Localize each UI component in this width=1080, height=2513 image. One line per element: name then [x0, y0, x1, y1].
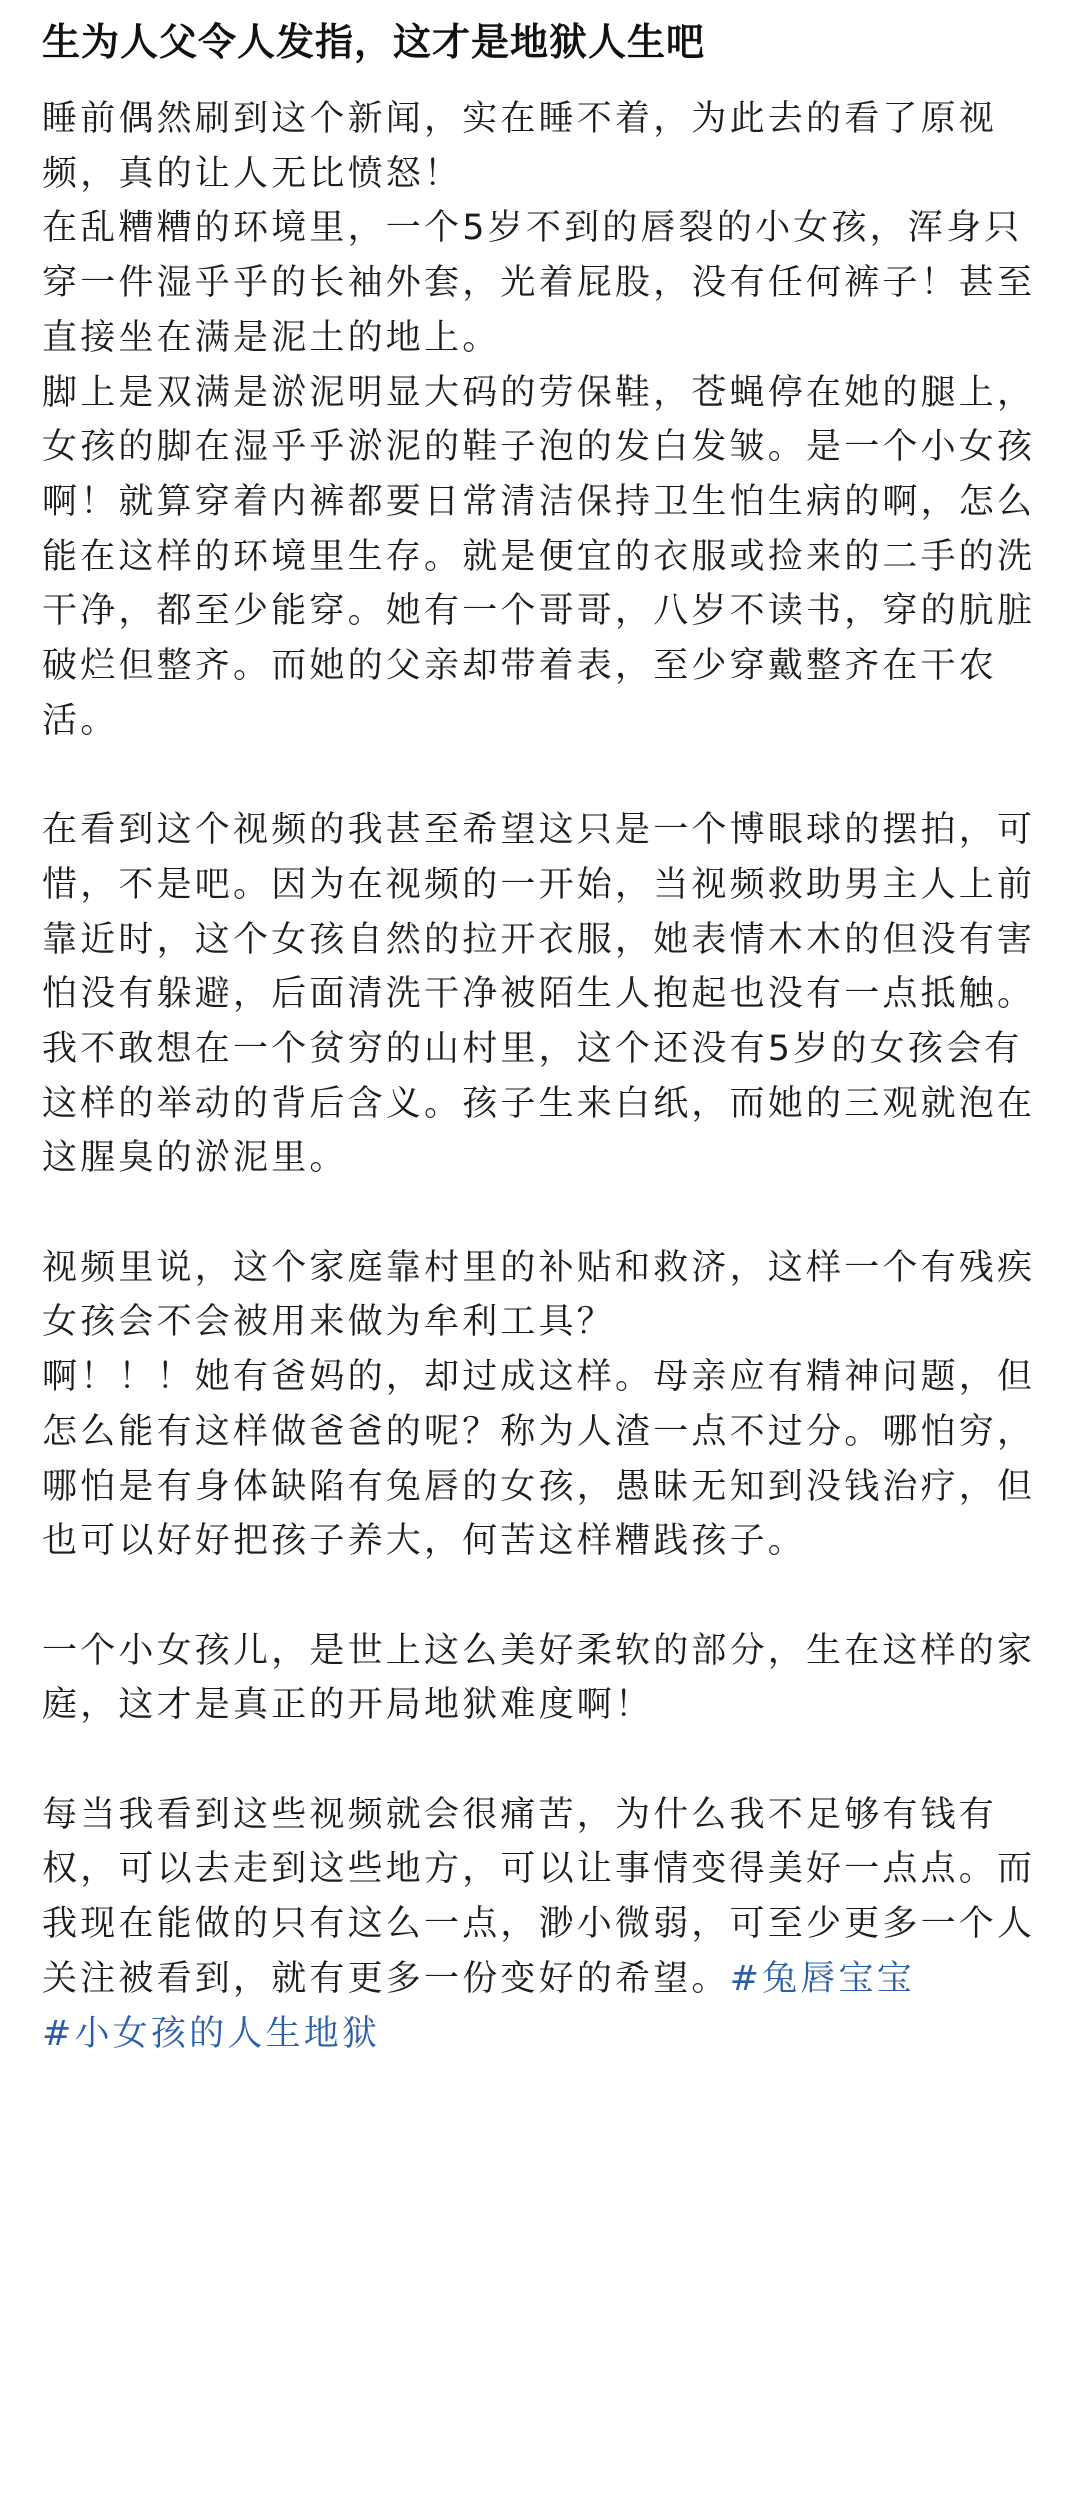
paragraph-environment: 在乱糟糟的环境里，一个5岁不到的唇裂的小女孩，浑身只穿一件湿乎乎的长袖外套，光着屁股，没有任何裤子！甚至直接坐在满是泥土的地上。: [42, 208, 1036, 358]
paragraph-parents: 啊！！！她有爸妈的，却过成这样。母亲应有精神问题，但怎么能有这样做爸爸的呢？称为人渣一点不过分。哪怕穷，哪怕是有身体缺陷有兔唇的女孩，愚昧无知到没钱治疗，但也可以好好把孩子养大，何苦这样糟践孩子。: [42, 1357, 1036, 1562]
post-title: 生为人父令人发指，这才是地狱人生吧: [42, 20, 706, 64]
paragraph-intro: 睡前偶然刷到这个新闻，实在睡不着，为此去的看了原视频，真的让人无比愤怒！: [42, 99, 998, 194]
paragraph-closing-text: 每当我看到这些视频就会很痛苦，为什么我不足够有钱有权，可以去走到这些地方，可以让事情变得美好一点点。而我现在能做的只有这么一点，渺小微弱，可至少更多一个人关注被看到，就有更多一份变好的希望。: [42, 1794, 1036, 1999]
paragraph-gap: [42, 1186, 1038, 1241]
paragraph-gap: [42, 748, 1038, 803]
paragraph-closing: [42, 1788, 1038, 2062]
paragraph-subsidy: 视频里说，这个家庭靠村里的补贴和救济，这样一个有残疾女孩会不会被用来做为牟利工具？: [42, 1247, 1036, 1343]
paragraph-girl: 一个小女孩儿，是世上这么美好柔软的部分，生在这样的家庭，这才是真正的开局地狱难度啊！: [42, 1630, 1036, 1726]
paragraph-video: 在看到这个视频的我甚至希望这只是一个博眼球的摆拍，可惜，不是吧。因为在视频的一开始，当视频救助男主人上前靠近时，这个女孩自然的拉开衣服，她表情木木的但没有害怕没有躲避，后面清洗干净被陌生人抱起也没有一点抵触。我不敢想在一个贫穷的山村里，这个还没有5岁的女孩会有这样的举动的背后含义。孩子生来白纸，而她的三观就泡在这腥臭的淤泥里。: [42, 810, 1036, 1179]
hashtag-link[interactable]: #小女孩的人生地狱: [42, 2013, 381, 2054]
paragraph-details: 脚上是双满是淤泥明显大码的劳保鞋，苍蝇停在她的腿上，女孩的脚在湿乎乎淤泥的鞋子泡的发白发皱。是一个小女孩啊！就算穿着内裤都要日常清洁保持卫生怕生病的啊，怎么能在这样的环境里生存。就是便宜的衣服或捡来的二手的洗干净，都至少能穿。她有一个哥哥，八岁不读书，穿的肮脏破烂但整齐。而她的父亲却带着表，至少穿戴整齐在干农活。: [42, 372, 1036, 741]
paragraph-gap: [42, 1733, 1038, 1788]
hashtag-link[interactable]: #兔唇宝宝: [729, 1958, 915, 1999]
paragraph-gap: [42, 1569, 1038, 1624]
